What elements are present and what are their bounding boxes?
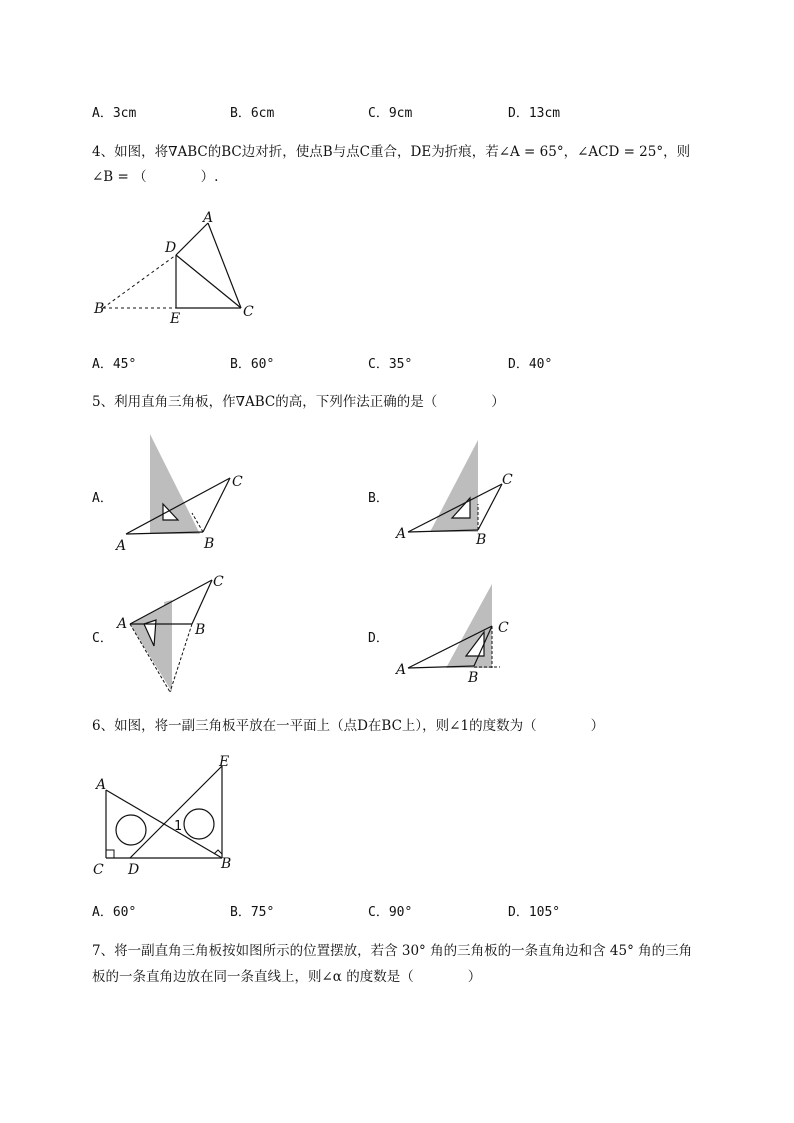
q6-option-d: D．105° [508, 905, 561, 920]
q5-a-label-c: C [232, 474, 243, 490]
q6-label-e: E [219, 754, 230, 770]
q5-d-label-a: A [396, 662, 407, 678]
q6-question-line1: 6、如图，将一副三角板平放在一平面上（点D在BC上），则∠1的度数为（ ） [92, 718, 605, 734]
q6-label-c: C [93, 862, 104, 878]
q4-option-c: C．35° [368, 357, 413, 372]
q6-option-b: B．75° [230, 905, 275, 920]
q5-d-label-b: B [468, 670, 479, 686]
q5-figure-b [388, 436, 528, 548]
q5-option-b-label: B． [368, 491, 389, 506]
q4-label-d: D [165, 240, 177, 256]
q5-figure-d [388, 580, 528, 690]
q5-b-label-c: C [502, 472, 513, 488]
q5-figure-c [112, 572, 242, 697]
q5-question-line1: 5、利用直角三角板，作∇ABC的高，下列作法正确的是（ ） [92, 394, 505, 410]
q4-label-b: B [94, 301, 105, 317]
q5-b-label-b: B [476, 532, 487, 548]
q6-angle-1-label: 1 [174, 819, 182, 834]
q4-label-c: C [243, 304, 254, 320]
q5-c-label-c: C [213, 574, 224, 590]
q5-option-a-label: A． [92, 491, 113, 506]
q5-c-label-b: B [195, 622, 206, 638]
q5-a-label-b: B [204, 536, 215, 552]
q4-triangle-figure [85, 210, 275, 330]
q3-option-a: A．3cm [92, 106, 137, 121]
q5-c-label-a: A [117, 616, 128, 632]
q3-option-b: B．6cm [230, 106, 275, 121]
q5-b-label-a: A [396, 526, 407, 542]
q3-option-c: C．9cm [368, 106, 413, 121]
q4-question-line1: 4、如图，将∇ABC的BC边对折，使点B与点C重合，DE为折痕，若∠A = 65°，∠ACD = 25°，则 [92, 144, 691, 160]
q5-option-d-label: D． [368, 631, 389, 646]
q6-set-squares-figure [88, 752, 248, 880]
q5-option-c-label: C． [92, 631, 113, 646]
q5-figure-a [110, 428, 260, 556]
q7-question-line1: 7、将一副直角三角板按如图所示的位置摆放，若含 30° 角的三角板的一条直角边和含 45° 角的三角 [92, 943, 693, 959]
q7-question-line2: 板的一条直角边放在同一条直线上，则∠α 的度数是（ ） [92, 969, 482, 985]
q6-option-a: A．60° [92, 905, 137, 920]
q5-a-label-a: A [116, 538, 127, 554]
q3-option-d: D．13cm [508, 106, 561, 121]
q4-option-b: B．60° [230, 357, 275, 372]
q4-option-a: A．45° [92, 357, 137, 372]
q6-label-a: A [96, 777, 107, 793]
q4-question-line2: ∠B = （ ）. [92, 169, 219, 185]
q4-option-d: D．40° [508, 357, 553, 372]
q6-option-c: C．90° [368, 905, 413, 920]
q5-d-label-c: C [498, 620, 509, 636]
q6-label-d: D [128, 862, 140, 878]
q6-label-b: B [221, 856, 232, 872]
q4-label-e: E [170, 311, 181, 327]
q4-label-a: A [203, 210, 214, 226]
